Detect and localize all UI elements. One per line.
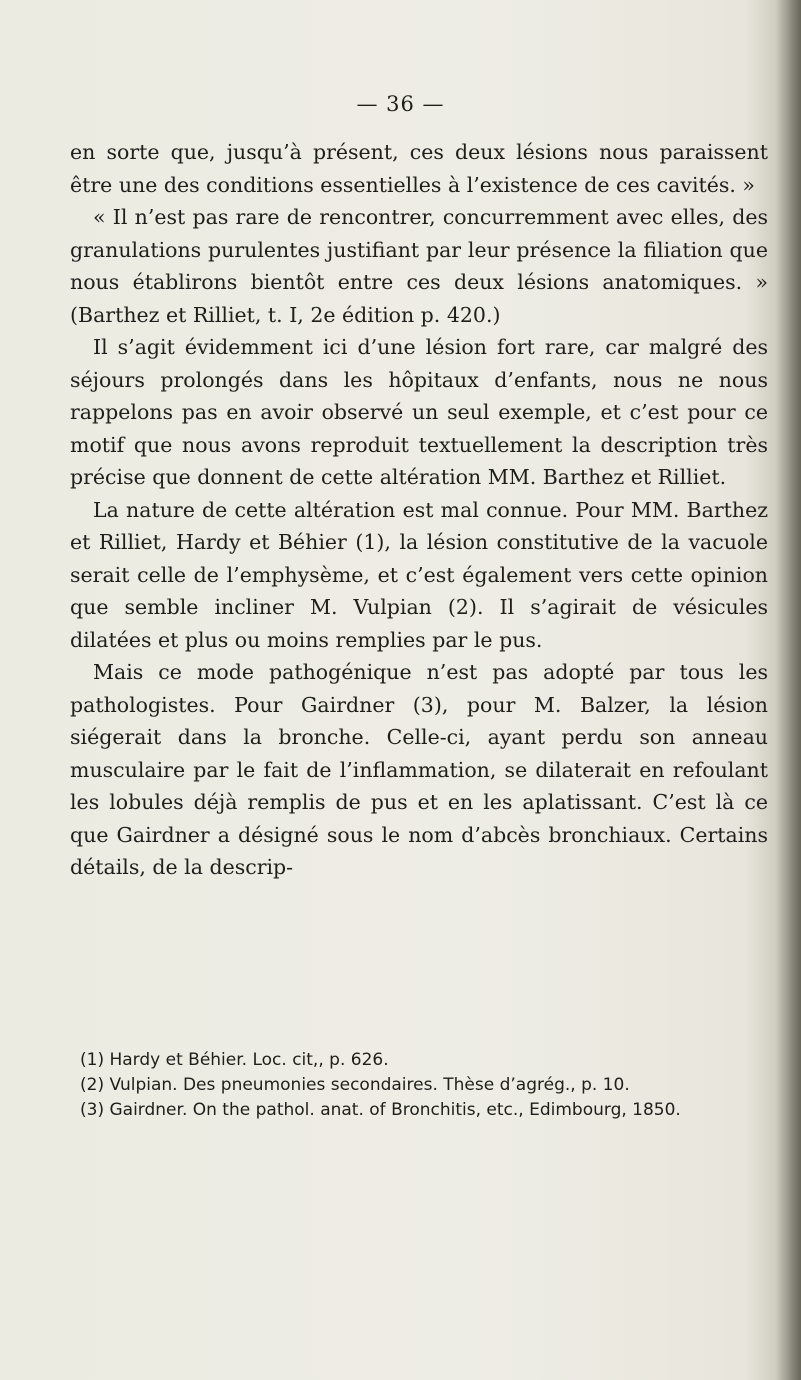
paragraph-3: Il s’agit évidemment ici d’une lésion fort rare, car malgré des séjours prolongés dans les hôpitaux d’enfants, nous ne nous rappelons pas en avoir observé un seul exemple, et c’est pour ce motif que nous avons reproduit textuellement la description très précise que donnent de cette altération MM. Barthez et Rilliet.	[70, 335, 768, 489]
paragraph-1: en sorte que, jusqu’à présent, ces deux lésions nous paraissent être une des conditions essentielles à l’existence de ces cavités. »	[70, 140, 768, 197]
body-text	[70, 136, 768, 884]
page-number: — 36 —	[356, 92, 445, 116]
footnotes	[70, 1048, 768, 1123]
paragraph-5: Mais ce mode pathogénique n’est pas adopté par tous les pathologistes. Pour Gairdner (3), pour M. Balzer, la lésion siégerait dans la bronche. Celle-ci, ayant perdu son anneau musculaire par le fait de l’inflammation, se dilaterait en refoulant les lobules déjà remplis de pus et en les aplatissant. C’est là ce que Gairdner a désigné sous le nom d’abcès bronchiaux. Certains détails, de la descrip-	[70, 660, 768, 879]
footnote-1: (1) Hardy et Béhier. Loc. cit,, p. 626.	[80, 1050, 389, 1070]
page-edge-shadow	[775, 0, 801, 1380]
paragraph-2: « Il n’est pas rare de rencontrer, concurremment avec elles, des granulations purulentes justifiant par leur présence la filiation que nous établirons bientôt entre ces deux lésions anatomiques. » (Barthez et Rilliet, t. I, 2e édition p. 420.)	[70, 205, 768, 327]
paragraph-4: La nature de cette altération est mal connue. Pour MM. Barthez et Rilliet, Hardy et Béhier (1), la lésion constitutive de la vacuole serait celle de l’emphysème, et c’est également vers cette opinion que semble incliner M. Vulpian (2). Il s’agirait de vésicules dilatées et plus ou moins remplies par le pus.	[70, 497, 768, 652]
footnote-3: (3) Gairdner. On the pathol. anat. of Bronchitis, etc., Edimbourg, 1850.	[80, 1100, 681, 1120]
footnote-2: (2) Vulpian. Des pneumonies secondaires. Thèse d’agrég., p. 10.	[80, 1075, 630, 1095]
